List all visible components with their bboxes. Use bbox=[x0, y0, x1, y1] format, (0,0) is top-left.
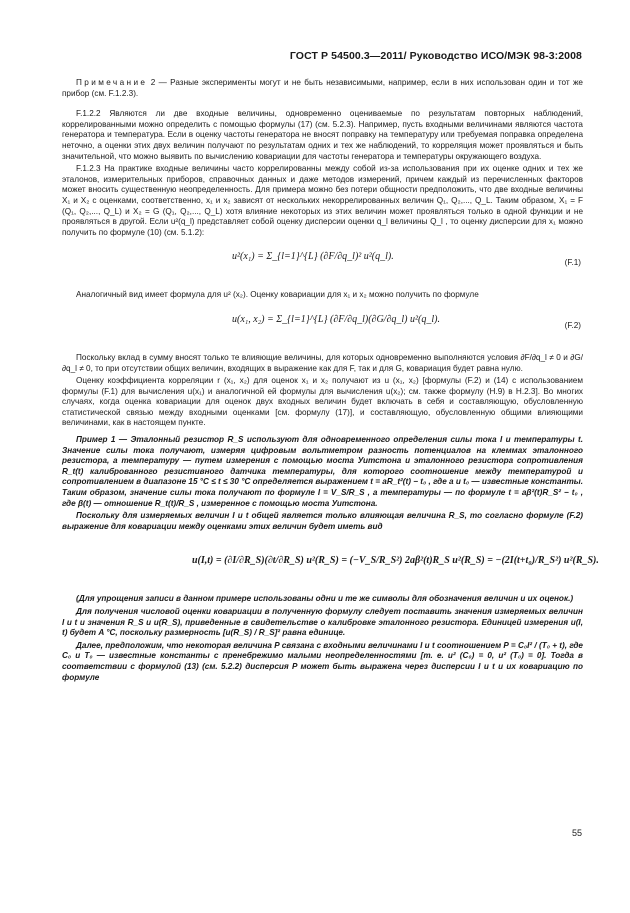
formula-f2-number: (F.2) bbox=[564, 320, 581, 330]
note-text: 2 — Разные эксперименты могут и не быть независимыми, например, если в них использован один и тот же прибор (см. F.1.2.3). bbox=[62, 78, 583, 98]
formula-f1-expression: u²(x₁) = Σ_{l=1}^{L} (∂F/∂q_l)² u²(q_l). bbox=[232, 251, 394, 263]
formula-covariance-expression: u(I,t) = (∂I/∂R_S)(∂t/∂R_S) u²(R_S) = (−V_S/R_S²) 2aβ²(t)R_S u²(R_S) = −(2I(t+t₀)/R_S²) u²(R_S). bbox=[192, 555, 599, 567]
example-1-paragraph: Пример 1 — Эталонный резистор R_S используют для одновременного определения силы тока I и температуры t. Значение силы тока получают, измеряя цифровым вольтметром разность потенциалов на клеммах эталонного резистора, а температуру — путем измерения с помощью моста Уитстона и эталонного резистора сопротивления R_t(t) калиброванного резистивного датчика температуры, для которого соотношение между температурой и сопротивлением в диапазоне 15 °C ≤ t ≤ 30 °C определяется выражением t = aR_t²(t) − t₀ , где a и t₀ — известные константы. Таким образом, значение силы тока получают по формуле I = V_S/R_S , а температуры — по формуле t = aβ²(t)R_S² − t₀ , где β(t) — отношение R_t(t)/R_S , измеренное с помощью моста Уитстона. bbox=[62, 435, 583, 508]
example-variance: Далее, предположим, что некоторая величина P связана с входными величинами I и t соотношением P = C₀I² / (T₀ + t), где C₀ и T₀ — известные константы с пренебрежимо малыми неопределенностями [т. е. u² (C₀) = 0, u² (T₀) = 0]. Тогда в соответствии с формулой (13) (см. 5.2.2) дисперсия P может быть выражена через дисперсии I и t и их ковариацию по формуле bbox=[62, 640, 583, 682]
page-header: ГОСТ Р 54500.3—2011/ Руководство ИСО/МЭК 98-3:2008 bbox=[289, 50, 582, 62]
note-paragraph bbox=[62, 78, 583, 99]
example-numeric: Для получения числовой оценки ковариации в полученную формулу следует поставить значения измеряемых величин I и t и значения R_S и u(R_S), приведенные в свидетельстве о калибровке эталонного резистора. Единицей измерения u(I, t) будет A °C, поскольку размерность [u(R_S) / R_S]² равна единице. bbox=[62, 607, 583, 638]
formula-f1-number: (F.1) bbox=[564, 258, 581, 268]
paragraph-f123: F.1.2.3 На практике входные величины часто коррелированны между собой из-за использования при их оценке одних и тех же эталонов, измерительных приборов, справочных данных и даже методов измерений, причем каждый из перечисленных факторов может вносить существенную неопределенность. Для примера можно без потери общности предположить, что две входные величины X₁ и X₂ с оценками, соответственно, x₁ и x₂ зависят от нескольких некоррелированных величин Q₁, Q₂,..., Q_L. Таким образом, X₁ = F (Q₁, Q₂,..., Q_L) и X₂ = G (Q₁, Q₂,..., Q_L) хотя влияние некоторых из этих величин может проявляться только в одной функции и не проявляться в другой. Если u²(q_l) представляет собой оценку дисперсии оценки q_l величины Q_l , то оценку дисперсии для x₁ можно получить по формуле (10) (см. 5.1.2): bbox=[62, 164, 583, 237]
example-note: (Для упрощения записи в данном примере использованы одни и те же символы для обозначения величин и их оценок.) bbox=[76, 594, 574, 604]
formula-covariance bbox=[62, 540, 599, 586]
formula-f2-expression: u(x₁, x₂) = Σ_{l=1}^{L} (∂F/∂q_l)(∂G/∂q_l) u²(q_l). bbox=[232, 313, 440, 325]
paragraph-correlation: Оценку коэффициента корреляции r (x₁, x₂) для оценок x₁ и x₂ получают из u (x₁, x₂) [формулы (F.2) и (14) с использованием формулы (F.1) для вычисления u(x₁) и аналогичной ей формулы для вычисления u(x₂); см. также формулу (H.9) в H.2.3]. Во многих случаях, когда оценка ковариации для оценок двух входных величин будет включать в себя и составляющую, обусловленную статистической связью между входными оценками [см. формулу (17)], и составляющую, обусловленную общими влияющими величинами, как в настоящем пункте. bbox=[62, 376, 583, 428]
page-number: 55 bbox=[571, 828, 582, 838]
paragraph-sum: Поскольку вклад в сумму вносят только те влияющие величины, для которых одновременно выполняются условия ∂F/∂q_l ≠ 0 и ∂G/∂q_l ≠ 0, то при отсутствии общих величин, входящих в выражение как для F, так и для G, ковариация будет равна нулю. bbox=[62, 352, 583, 373]
formula-f1 bbox=[62, 244, 583, 284]
paragraph-analog: Аналогичный вид имеет формула для u² (x₂). Оценку ковариации для x₁ и x₂ можно получить по формуле bbox=[76, 290, 479, 300]
note-label: Примечание bbox=[76, 78, 148, 87]
document-body bbox=[62, 78, 599, 685]
paragraph-f122: F.1.2.2 Являются ли две входные величины, одновременно оцениваемые по результатам повторных наблюдений, коррелированными можно определить с помощью формулы (17) (см. 5.2.3). Например, пусть входными величинами являются частота генератора и температура. Если в оценку частоты генератора не вносят поправку на температуру или требуемая поправка определена неточно, а оценки этих двух величин получают по результатам одних и тех же наблюдений, то корреляция может проявляться и быть значительной, что можно выявить по вычислению ковариации для частоты генератора и температуры окружающего воздуха. bbox=[62, 109, 583, 161]
formula-f2 bbox=[62, 307, 583, 347]
example-covariance-intro: Поскольку для измеряемых величин I и t общей является только влияющая величина R_S, то согласно формуле (F.2) выражение для ковариации между оценками этих величин будет иметь вид bbox=[62, 511, 583, 531]
